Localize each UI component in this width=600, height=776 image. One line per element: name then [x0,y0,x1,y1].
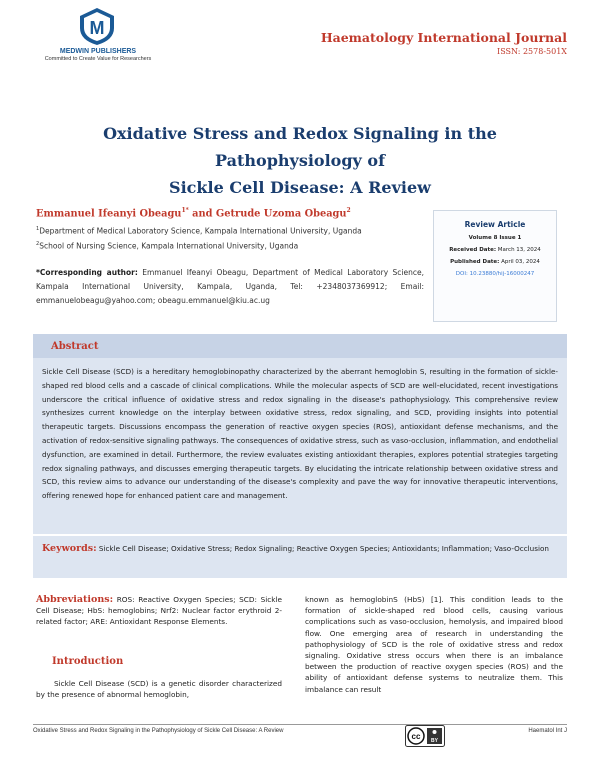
publisher-tagline: Committed to Create Value for Researchers [44,56,152,62]
svg-text:M: M [89,18,105,38]
article-title [40,120,560,201]
title-line-1: Oxidative Stress and Redox Signaling in the Pathophysiology of [103,124,497,170]
medwin-logo-icon [76,6,118,46]
footer-journal-abbrev: Haematol Int J [528,728,567,734]
introduction-text: Sickle Cell Disease (SCD) is a genetic disorder characterized by the presence of abnormal hemoglobin, [36,679,282,700]
abstract-text: Sickle Cell Disease (SCD) is a hereditary hemoglobinopathy characterized by the aberrant hemoglobin S, resulting in the formation of sickle-shaped red blood cells and a cascade of clinical complications. While the molecular aspects of SCD are well-elucidated, recent investigations underscore the critical influence of oxidative stress and redox signaling in the disease's pathophysiology. This comprehensive review synthesizes current knowledge on the interplay between oxidative stress, redox signaling, and SCD, providing insights into potential therapeutic targets. Discussions encompass the generation of reactive oxygen species (ROS), antioxidant defense mechanisms, and the activation of redox-sensitive signaling pathways. The consequences of oxidative stress, such as vaso-occlusion, inflammation, and endothelial dysfunction, are examined in detail. Furthermore, the review evaluates existing antioxidant therapies, explores potential strategies targeting redox signaling pathways, and discusses emerging therapeutic targets. By elucidating the intricate relationship between oxidative stress and SCD, this review aims to advance our understanding of the disease's complexity and pave the way for innovative therapeutic interventions, offering renewed hope for enhanced patient care and management. [42,367,558,501]
affiliation-1-sup: 1 [36,226,40,232]
author-list [36,207,351,219]
keywords-section [33,536,567,578]
keywords-label: Keywords: [42,543,97,554]
abbreviations [36,594,282,628]
keywords-text: Sickle Cell Disease; Oxidative Stress; Redox Signaling; Reactive Oxygen Species; Antioxidants; Inflammation; Vaso-Occlusion [96,544,549,553]
footer-running-title: Oxidative Stress and Redox Signaling in the Pathophysiology of Sickle Cell Disease: A Review [33,728,284,734]
received-label: Received Date: [449,247,497,253]
abbreviations-text: ROS: Reactive Oxygen Species; SCD: Sickle Cell Disease; HbS: hemoglobins; Nrf2: Nuclear factor erythroid 2-related factor; ARE: Antioxidant Response Elements. [36,595,282,627]
journal-title: Haematology International Journal [320,30,567,45]
author-join: and [188,208,216,220]
article-type: Review Article [464,220,526,229]
cc-license-badge [405,725,445,747]
received-date [434,247,556,253]
corresponding-text: Emmanuel Ifeanyi Obeagu, Department of Medical Laboratory Science, Kampala International University, Kampala, Uganda, Tel: +2348037369912; Email: emmanuelobeagu@yahoo.com; obeagu.emmanuel@kiu.ac.ug [36,268,424,305]
introduction-heading: Introduction [52,656,124,667]
abstract-heading: Abstract [33,334,567,358]
right-column-text: known as hemoglobinS (HbS) [1]. This condition leads to the formation of sickle-shaped red blood cells, causing various complications such as vaso-occlusion, hemolysis, and impaired blood flow. One emerging area of research in understanding the pathophysiology of SCD is the role of oxidative stress and redox signaling. Oxidative stress occurs when there is an imbalance between the production of reactive oxygen species (ROS) and the ability of antioxidant defense systems to neutralize them. This imbalance can result [305,595,563,694]
affiliation-2-text: School of Nursing Science, Kampala International University, Uganda [39,241,299,251]
article-info-box [433,210,557,322]
affiliation-1 [36,226,362,236]
affiliation-2-sup: 2 [36,241,40,247]
abstract-section [33,334,567,534]
doi-link[interactable]: DOI: 10.23880/hij-16000247 [455,271,535,277]
author-2-sup: 2 [346,207,351,214]
published-date [434,259,556,265]
cc-by-icon [405,725,445,747]
publisher-logo [18,6,178,62]
corresponding-label: *Corresponding author: [36,268,138,277]
abbreviations-label: Abbreviations: [36,594,114,605]
author-1: Emmanuel Ifeanyi Obeagu [36,208,182,220]
corresponding-author [36,266,424,308]
author-1-sup: 1* [181,207,189,214]
svg-text:BY: BY [431,738,438,744]
publisher-name: MEDWIN PUBLISHERS [59,48,137,55]
author-2: Getrude Uzoma Obeagu [215,208,347,220]
footer-divider [33,724,567,725]
affiliation-1-text: Department of Medical Laboratory Science, Kampala International University, Uganda [39,226,362,236]
title-line-2: Sickle Cell Disease: A Review [169,178,431,197]
affiliation-2 [36,241,298,251]
published-value: April 03, 2024 [499,259,540,265]
svg-text:cc: cc [411,732,421,741]
journal-issn: ISSN: 2578-501X [497,47,567,56]
volume-issue: Volume 8 Issue 1 [468,235,522,241]
received-value: March 13, 2024 [496,247,541,253]
published-label: Published Date: [450,259,500,265]
